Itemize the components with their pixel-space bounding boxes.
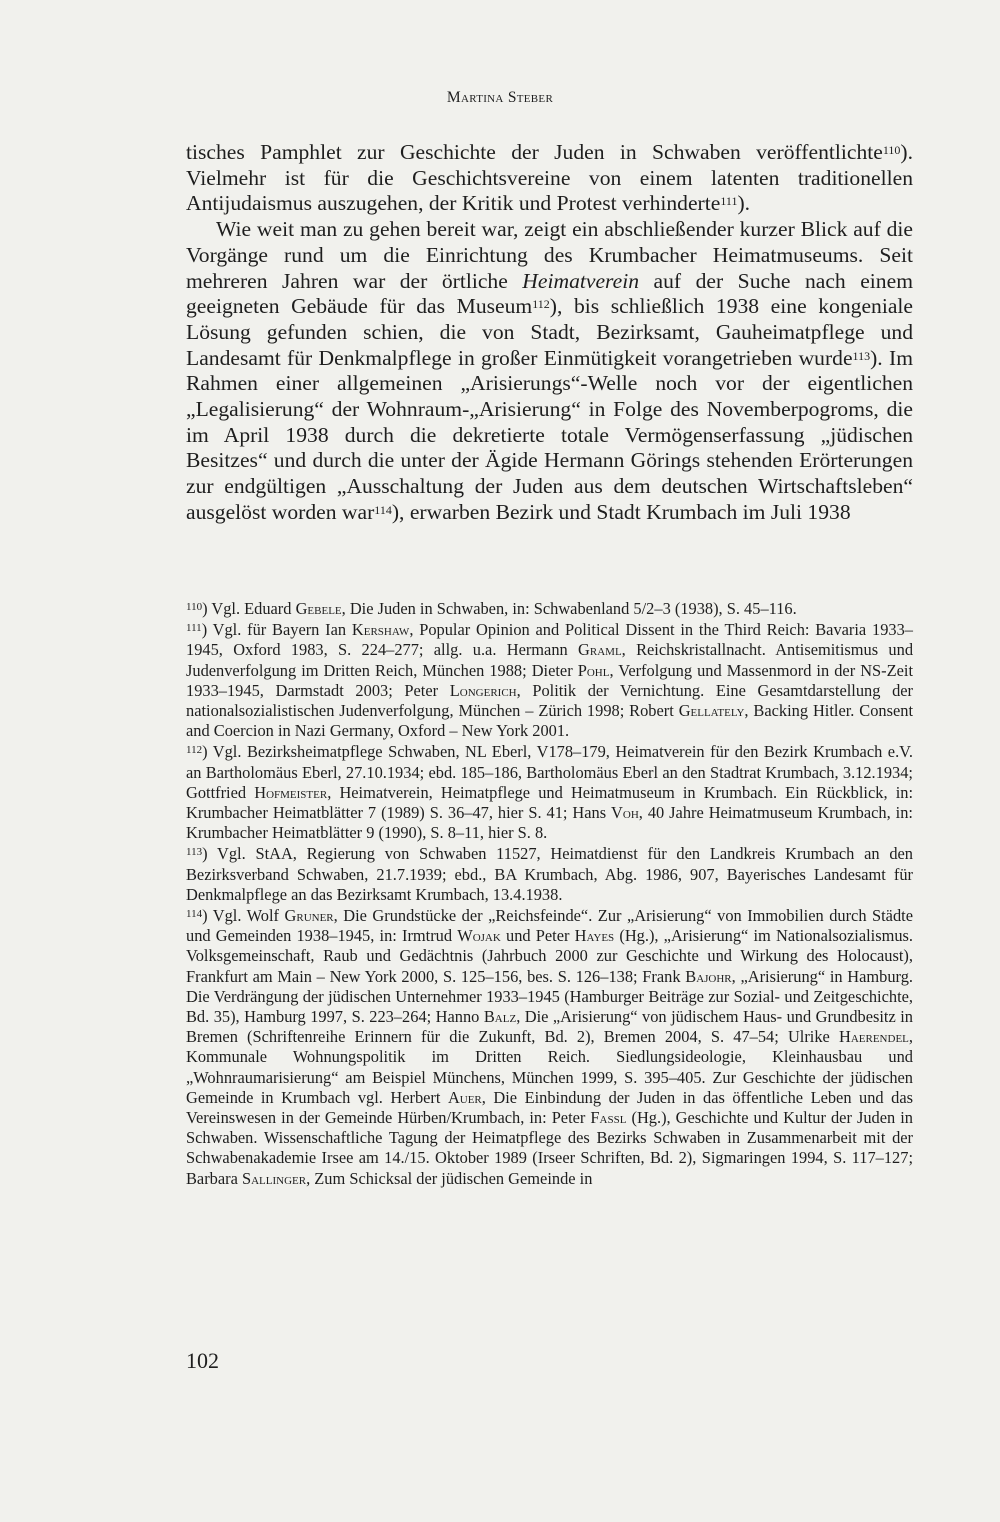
footnote-ref-110[interactable]: 110 bbox=[882, 143, 901, 157]
paragraph-2: Wie weit man zu gehen bereit war, zeigt ein abschließender kurzer Blick auf die Vorgänge rund um die Einrichtung des Krumbacher Heimatmuseums. Seit mehreren Jahren war der örtliche Heimatverein auf der Suche nach einem geeigneten Gebäude für das Museum$^{112}$), bis schließlich 1938 eine kongeniale Lösung gefunden schien, die von Stadt, Bezirksamt, Gauheimatpflege und Landesamt für Denkmalpflege in großer Einmütigkeit vorangetrieben wurde$^{113}$). Im Rahmen einer allgemeinen „Arisierungs“-Welle noch vor der eigentlichen „Legalisierung“ der Wohnraum-„Arisierung“ in Folge des Novemberpogroms, die im April 1938 durch die dekretierte totale Vermögenserfassung „jüdischen Besitzes“ und durch die unter der Ägide Hermann Görings stehenden Erörterungen zur endgültigen „Ausschaltung der Juden aus dem deutschen Wirtschaftsleben“ ausgelöst worden war$^{114}$), erwarben Bezirk und Stadt Krumbach im Juli 1938 bbox=[186, 217, 913, 524]
footnote-113: $^{113}$) Vgl. StAA, Regierung von Schwaben 11527, Heimatdienst für den Landkreis Krumbach an den Bezirksverband Schwaben, 21.7.1939; ebd., BA Krumbach, Abg. 1986, 907, Bayerisches Landesamt für Denkmalpflege an das Bezirksamt Krumbach, 13.4.1938. bbox=[186, 844, 913, 904]
footnote-ref-111[interactable]: 111 bbox=[720, 194, 738, 209]
footnote-112: $^{112}$) Vgl. Bezirksheimatpflege Schwaben, NL Eberl, V178–179, Heimatverein für den Bezirk Krumbach e.V. an Bartholomäus Eberl, 27.10.1934; ebd. 185–186, Bartholomäus Eberl an den Stadtrat Krumbach, 3.12.1934; Gottfried Hofmeister, Heimatverein, Heimatpflege und Heimatmuseum in Krumbach. Ein Rückblick, in: Krumbacher Heimatblätter 7 (1989) S. 36–47, hier S. 41; Hans Voh, 40 Jahre Heimatmuseum Krumbach, in: Krumbacher Heimatblätter 9 (1990), S. 8–11, hier S. 8. bbox=[186, 742, 913, 843]
footnote-111: $^{111}$) Vgl. für Bayern Ian Kershaw, Popular Opinion and Political Dissent in the Third Reich: Bavaria 1933–1945, Oxford 1983, S. 224–277; allg. u.a. Hermann Graml, Reichskristallnacht. Antisemitismus und Judenverfolgung im Dritten Reich, München 1988; Dieter Pohl, Verfolgung und Massenmord in der NS-Zeit 1933–1945, Darmstadt 2003; Peter Longerich, Politik der Vernichtung. Eine Gesamtdarstellung der nationalsozialistischen Judenverfolgung, München – Zürich 1998; Robert Gellately, Backing Hitler. Consent and Coercion in Nazi Germany, Oxford – New York 2001. bbox=[186, 620, 914, 741]
footnote-ref-112[interactable]: 112 bbox=[532, 297, 550, 312]
footnote-114: $^{114}$) Vgl. Wolf Gruner, Die Grundstücke der „Reichsfeinde“. Zur „Arisierung“ von Immobilien durch Städte und Gemeinden 1938–1945, in: Irmtrud Wojak und Peter Hayes (Hg.), „Arisierung“ im Nationalsozialismus. Volksgemeinschaft, Raub und Gedächtnis (Jahrbuch 2000 zur Geschichte und Wirkung des Holocaust), Frankfurt am Main – New York 2000, S. 125–156, bes. S. 126–138; Frank Bajohr, „Arisierung“ in Hamburg. Die Verdrängung der jüdischen Unternehmer 1933–1945 (Hamburger Beiträge zur Sozial- und Zeitgeschichte, Bd. 35), Hamburg 1997, S. 223–264; Hanno Balz, Die „Arisierung“ von jüdischem Haus- und Grundbesitz in Bremen (Schriftenreihe Erinnern für die Zukunft, Bd. 2), Bremen 2004, S. 47–54; Ulrike Haerendel, Kommunale Wohnungspolitik im Dritten Reich. Siedlungsideologie, Kleinhausbau und „Wohnraumarisierung“ am Beispiel Münchens, München 1999, S. 395–405. Zur Geschichte der jüdischen Gemeinde in Krumbach vgl. Herbert Auer, Die Einbindung der Juden in das öffentliche Leben und das Vereinswesen in der Gemeinde Hürben/Krumbach, in: Peter Fassl (Hg.), Geschichte und Kultur der Juden in Schwaben. Wissenschaftliche Tagung der Heimatpflege des Bezirks Schwaben in Zusammenarbeit mit der Schwabenakademie Irsee am 14./15. Oktober 1989 (Irseer Schriften, Bd. 2), Sigmaringen 1994, S. 117–127; Barbara Sallinger, Zum Schicksal der jüdischen Gemeinde in bbox=[186, 906, 914, 1188]
footnote-ref-113[interactable]: 113 bbox=[852, 348, 871, 363]
running-head: Martina Steber bbox=[446, 89, 554, 106]
page-number: 102 bbox=[186, 1348, 219, 1373]
footnote-110: $^{110}$) Vgl. Eduard Gebele, Die Juden in Schwaben, in: Schwabenland 5/2–3 (1938), S. 45–116. bbox=[186, 599, 797, 618]
footnote-ref-114[interactable]: 114 bbox=[374, 502, 392, 517]
paragraph-1: tisches Pamphlet zur Geschichte der Juden in Schwaben veröffentlichte$^{110}$). Vielmehr ist für die Geschichtsvereine von einem latenten traditionellen Antijudaismus auszugehen, der Kritik und Protest verhinderte$^{111}$). bbox=[186, 140, 913, 216]
footnotes bbox=[186, 599, 913, 1190]
main-text bbox=[186, 140, 913, 526]
